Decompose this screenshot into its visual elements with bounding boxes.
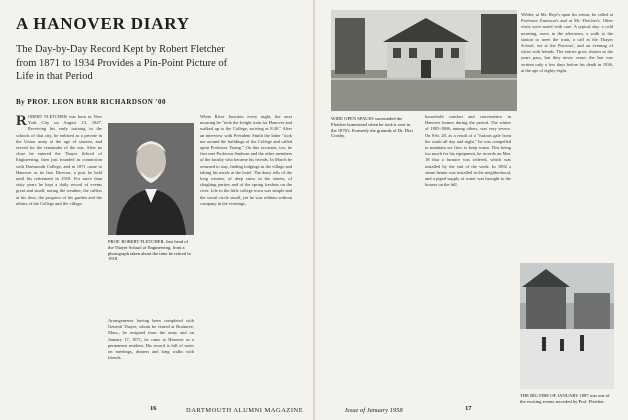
body-column-4: household comfort and convenience in Hanover homes during the period. The winter of 1885-1886, among others, was very severe. On Feb. 28, as a result of a "furious gale from the south all day and night," he was compelled to maintain six fires to keep warm. This being too much for his equipment, he records on Mar. 18 that a furnace was ordered, which was installed by the end of the week. In 1892 a steam heater was installed in the neighborhood, and a piped supply of water was brought to the houses on the hill. <box>425 114 511 188</box>
portrait-caption: PROF. ROBERT FLETCHER, first head of the Thayer School of Engineering, from a photograph taken about the time he retired in 1918. <box>108 239 191 262</box>
right-page-number: 17 <box>465 405 472 412</box>
magazine-name: DARTMOUTH ALUMNI MAGAZINE <box>186 407 304 414</box>
article-title: A HANOVER DIARY <box>16 14 190 33</box>
article-byline: By PROF. LEON BURR RICHARDSON '00 <box>16 98 167 106</box>
drop-cap: R <box>16 114 27 129</box>
left-page <box>0 0 313 420</box>
homestead-photo <box>331 10 517 111</box>
homestead-caption: WIDE OPEN SPACES surrounded the Fletcher homestead when he took it over in the 1870's. Formerly the grounds of Dr. Dixi Crosby. <box>331 116 413 139</box>
body-column-3: White River Junction every night, the next morning he "took the freight train for Hanover and walked up to the College, arriving at 8:30." After an interview with President Smith the latter "took me around the buildings of the College and called upon Professor Young." On this occasion, too, he first met Professor Sanborn and the other members of the faculty who became his friends. In March he returned to stay, finding lodgings in the village and taking his meals at the hotel. The diary tells of the long winters, of deep snow in the streets, of sleighing parties and of the spring freshets on the river. Life in the little college town was simple and the social circle small, yet he was seldom without company in the evenings. <box>200 114 292 206</box>
body-text-1: OBERT FLETCHER was born in New York City on August 13, 1847. Receiving his early training in the schools of that city, he enlisted as a private in the Union army at the age of sixteen, and served for the remainder of the war. After its close he entered the Thayer School of Engineering, then just founded in connection with Dartmouth College, and in 1871 came to Hanover as its first Director, a post he held until his retirement in 1918. For more than sixty years he kept a daily record of events great and small, noting the weather, the callers at his door, the progress of his garden and the affairs of the College and the village. <box>16 114 102 206</box>
winter-street-illustration <box>520 263 614 389</box>
portrait-illustration <box>108 123 194 235</box>
winter-street-photo <box>520 263 614 389</box>
left-page-number: 16 <box>150 405 157 412</box>
body-column-5: Wilder; at Mr. Hoyt's upon his return; he called at Professor Emerson's and at Mr. Fletcher's. Other visits were noted with care. A typical day: a cold morning, snow in the afternoon, a walk to the station to meet the train, a call at the Thayer School, tea at the Proctors', and an evening of whist with friends. The entries grow shorter as the years pass, but they never cease; the last was written only a few days before his death in 1936, at the age of eighty-eight. <box>521 12 613 73</box>
winter-photo-caption: THE BIG FIRE OF JANUARY 1887 was one of the exciting events recorded by Prof. Fletcher. <box>520 393 610 404</box>
issue-date: Issue of January 1958 <box>345 407 403 414</box>
fletcher-portrait-photo <box>108 123 194 235</box>
body-column-1 <box>16 114 102 402</box>
body-column-2: Arrangements having been completed with General Thayer, whom he visited at Braintree, Mass., he resigned from the army and on January 17, 1871, he came to Hanover as a permanent resident. His record is full of notes on meetings, dinners and long walks with friends. <box>108 318 194 361</box>
right-page <box>315 0 628 420</box>
article-deck: The Day-by-Day Record Kept by Robert Fletcher from 1871 to 1934 Provides a Pin-Point Picture of Life in that Period <box>16 44 228 82</box>
homestead-illustration <box>331 10 517 111</box>
